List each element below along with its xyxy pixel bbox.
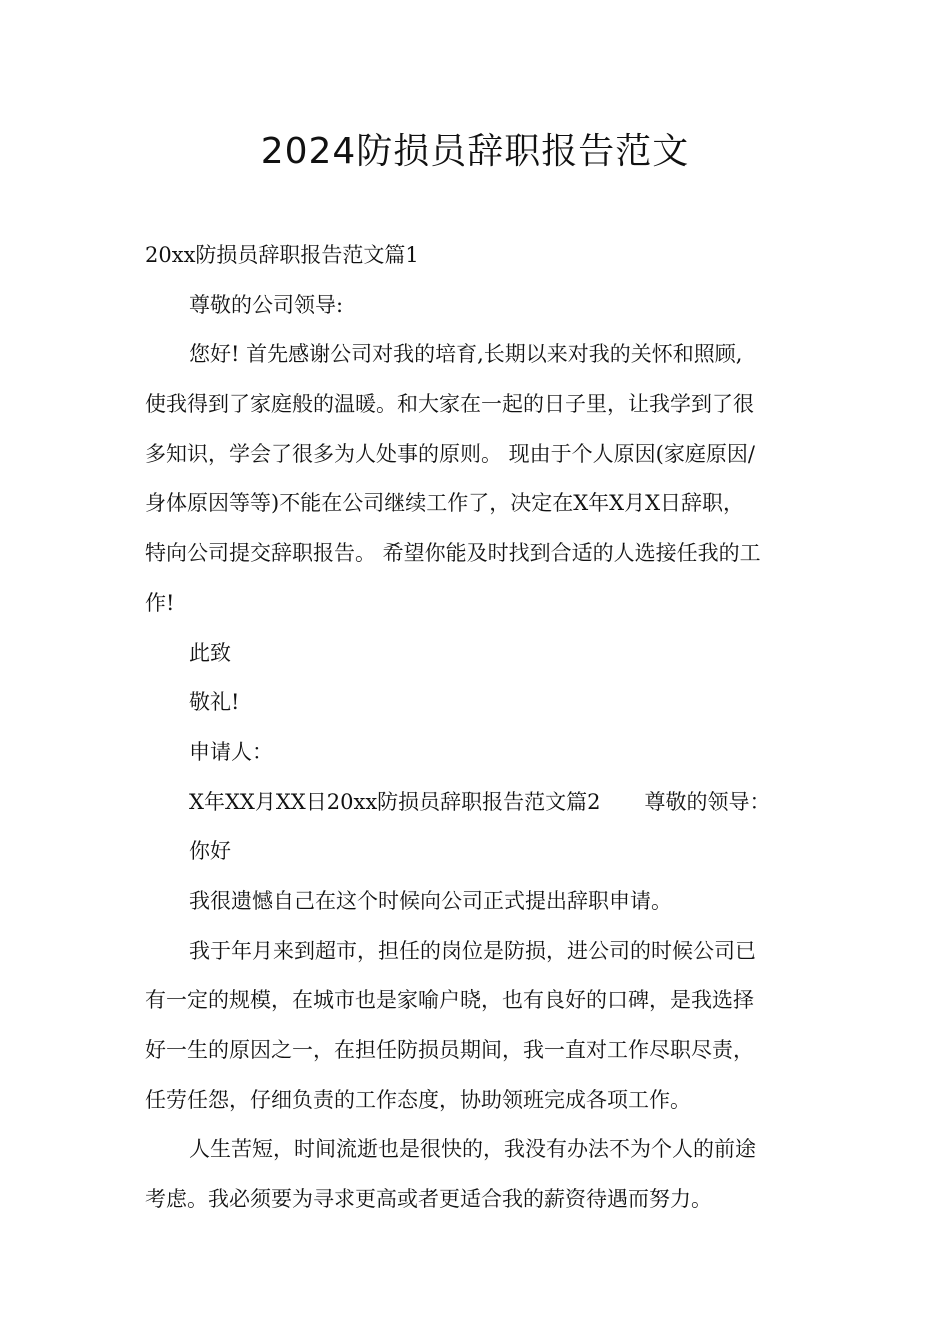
date-and-section-heading-2 xyxy=(145,778,810,828)
closing-line: 敬礼! xyxy=(189,690,240,715)
paragraph-line: 有一定的规模，在城市也是家喻户晓，也有良好的口碑，是我选择 xyxy=(145,988,754,1013)
paragraph-line: 作! xyxy=(145,590,175,615)
closing-line: 此致 xyxy=(189,640,231,665)
greeting: 你好 xyxy=(189,839,231,864)
paragraph-line: 我很遗憾自己在这个时候向公司正式提出辞职申请。 xyxy=(189,888,672,913)
paragraph-line: 使我得到了家庭般的温暖。和大家在一起的日子里，让我学到了很 xyxy=(145,392,754,417)
paragraph-line: 特向公司提交辞职报告。 希望你能及时找到合适的人选接任我的工 xyxy=(145,541,761,566)
salutation-2: 尊敬的领导： xyxy=(644,789,771,814)
paragraph-line: 任劳任怨，仔细负责的工作态度，协助领班完成各项工作。 xyxy=(145,1087,691,1112)
paragraph-line: 我于年月来到超市，担任的岗位是防损，进公司的时候公司已 xyxy=(189,938,756,963)
paragraph-line: 好一生的原因之一，在担任防损员期间，我一直对工作尽职尽责， xyxy=(145,1038,754,1062)
paragraph-line: 考虑。我必须要为寻求更高或者更适合我的薪资待遇而努力。 xyxy=(145,1187,712,1212)
paragraph-line: 人生苦短，时间流逝也是很快的，我没有办法不为个人的前途 xyxy=(189,1137,756,1162)
paragraph-line: 您好! 首先感谢公司对我的培育,长期以来对我的关怀和照顾, xyxy=(189,342,743,367)
date-heading-text: X年XX月XX日20xx防损员辞职报告范文篇2 xyxy=(189,789,601,814)
paragraph-line: 多知识，学会了很多为人处事的原则。 现由于个人原因(家庭原因/ xyxy=(145,441,755,466)
applicant-label: 申请人： xyxy=(189,739,273,764)
document-body xyxy=(145,231,810,1225)
section-heading-1: 20xx防损员辞职报告范文篇1 xyxy=(145,243,419,267)
paragraph-line: 身体原因等等)不能在公司继续工作了，决定在X年X月X日辞职， xyxy=(145,491,745,516)
document-title: 2024防损员辞职报告范文 xyxy=(260,131,690,172)
salutation: 尊敬的公司领导: xyxy=(189,292,344,317)
